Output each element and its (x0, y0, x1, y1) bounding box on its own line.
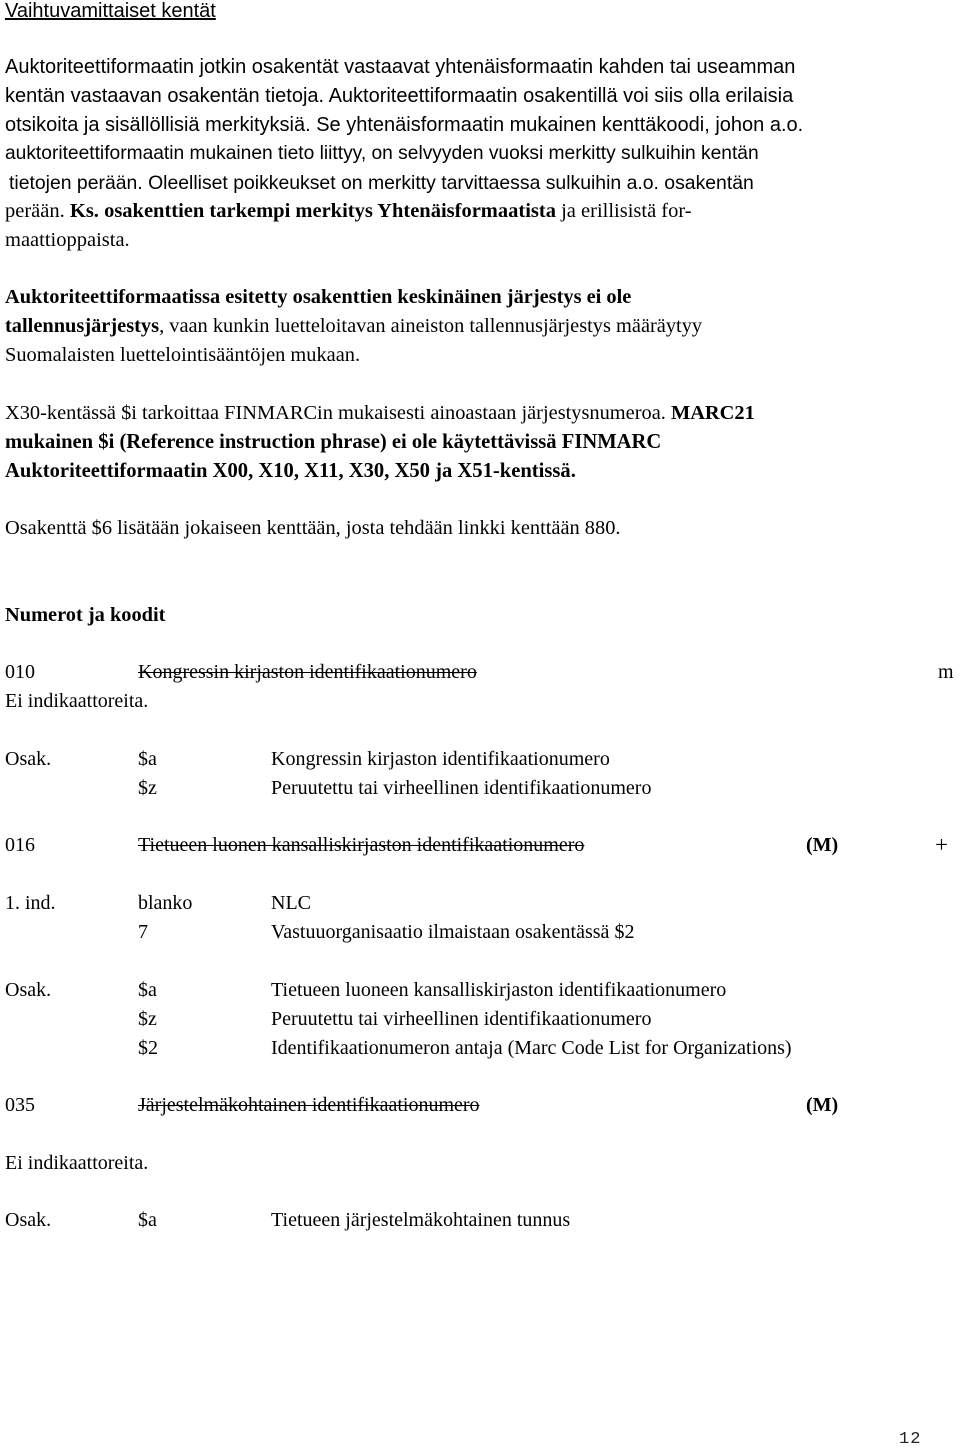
field-016-tag: 016 (5, 834, 35, 856)
x30-line-1-text: X30-kentässä $i tarkoittaa FINMARCin mukaisesti ainoastaan järjestysnumeroa. (5, 402, 671, 424)
page-number: 12 (899, 1430, 922, 1449)
field-016-ind-label: 1. ind. (5, 892, 56, 914)
sub6-paragraph: Osakenttä $6 lisätään jokaiseen kenttään, josta tehdään linkki kenttään 880. (5, 517, 621, 539)
field-035-sub-desc: Tietueen järjestelmäkohtainen tunnus (271, 1209, 571, 1231)
field-016-sub-code: $z (138, 1008, 157, 1030)
field-010-name: Kongressin kirjaston identifikaationumero (138, 661, 477, 683)
order-line-2-bold: tallennusjärjestys (5, 315, 160, 337)
field-016-sub-desc: Peruutettu tai virheellinen identifikaationumero (271, 1008, 652, 1030)
field-010-flag: m (938, 661, 954, 683)
intro-line-7: maattioppaista. (5, 229, 130, 251)
order-line-3: Suomalaisten luettelointisääntöjen mukaan. (5, 344, 361, 366)
x30-line-1-bold: MARC21 (670, 402, 755, 424)
field-035-tag: 035 (5, 1094, 35, 1116)
intro-line-6-ks: Ks. (69, 200, 99, 222)
field-010-sub-desc: Kongressin kirjaston identifikaationumero (271, 748, 610, 770)
field-016-osak-label: Osak. (5, 979, 52, 1001)
field-016-sub-code: $a (138, 979, 157, 1001)
intro-line-3: otsikoita ja sisällöllisiä merkityksiä. Se yhtenäisformaatin mukainen kenttäkoodi, johon a.o. (5, 114, 804, 136)
intro-line-1: Auktoriteettiformaatin jotkin osakentät vastaavat yhtenäisformaatin kahden tai useamman (5, 56, 796, 78)
x30-line-2: mukainen $i (Reference instruction phrase) ei ole käytettävissä FINMARC (5, 431, 662, 453)
order-line-2-rest: , vaan kunkin luetteloitavan aineiston tallennusjärjestys määräytyy (159, 315, 703, 337)
intro-line-6 (5, 200, 692, 223)
field-035-name: Järjestelmäkohtainen identifikaationumero (138, 1094, 480, 1116)
field-016-sub-desc: Tietueen luoneen kansalliskirjaston identifikaationumero (271, 979, 727, 1001)
x30-line-3: Auktoriteettiformaatin X00, X10, X11, X30, X50 ja X51-kentissä. (5, 460, 576, 482)
field-016-repeat: + (935, 832, 948, 857)
order-line-2 (5, 315, 702, 338)
page-heading: Vaihtuvamittaiset kentät (5, 0, 216, 22)
field-016-ind-desc: Vastuuorganisaatio ilmaistaan osakentässä $2 (271, 921, 635, 943)
intro-line-4: auktoriteettiformaatin mukainen tieto liittyy, on selvyyden vuoksi merkitty sulkuihin kentän (5, 143, 759, 164)
field-010-tag: 010 (5, 661, 35, 683)
field-035-flag: (M) (806, 1094, 839, 1116)
intro-line-6-e: ja erillisistä for- (555, 200, 692, 222)
field-016-ind-code: blanko (138, 892, 193, 914)
field-035-note: Ei indikaattoreita. (5, 1152, 149, 1174)
field-016-ind-code: 7 (138, 921, 148, 943)
field-016-flag: (M) (806, 834, 839, 856)
field-035-sub-code: $a (138, 1209, 157, 1231)
intro-line-6-bold: osakenttien tarkempi merkitys Yhtenäisformaatista (104, 200, 556, 222)
field-010-sub-desc: Peruutettu tai virheellinen identifikaationumero (271, 777, 652, 799)
field-016-sub-code: $2 (138, 1037, 158, 1059)
field-010-sub-code: $a (138, 748, 157, 770)
field-010-osak-label: Osak. (5, 748, 52, 770)
intro-line-6-a: perään. (5, 200, 70, 222)
section-title: Numerot ja koodit (5, 604, 166, 626)
field-010-note: Ei indikaattoreita. (5, 690, 149, 712)
field-035-osak-label: Osak. (5, 1209, 52, 1231)
field-010-sub-code: $z (138, 777, 157, 799)
x30-line-1 (5, 402, 755, 425)
intro-line-2: kentän vastaavan osakentän tietoja. Auktoriteettiformaatin osakentillä voi siis olla erilaisia (5, 85, 794, 107)
field-016-sub-desc: Identifikaationumeron antaja (Marc Code List for Organizations) (271, 1037, 792, 1059)
field-016-ind-desc: NLC (271, 892, 311, 914)
field-016-name: Tietueen luonen kansalliskirjaston identifikaationumero (138, 834, 585, 856)
order-line-1: Auktoriteettiformaatissa esitetty osakenttien keskinäinen järjestys ei ole (5, 286, 632, 308)
intro-line-5: tietojen perään. Oleelliset poikkeukset on merkitty tarvittaessa sulkuihin a.o. osakentän (9, 172, 754, 194)
